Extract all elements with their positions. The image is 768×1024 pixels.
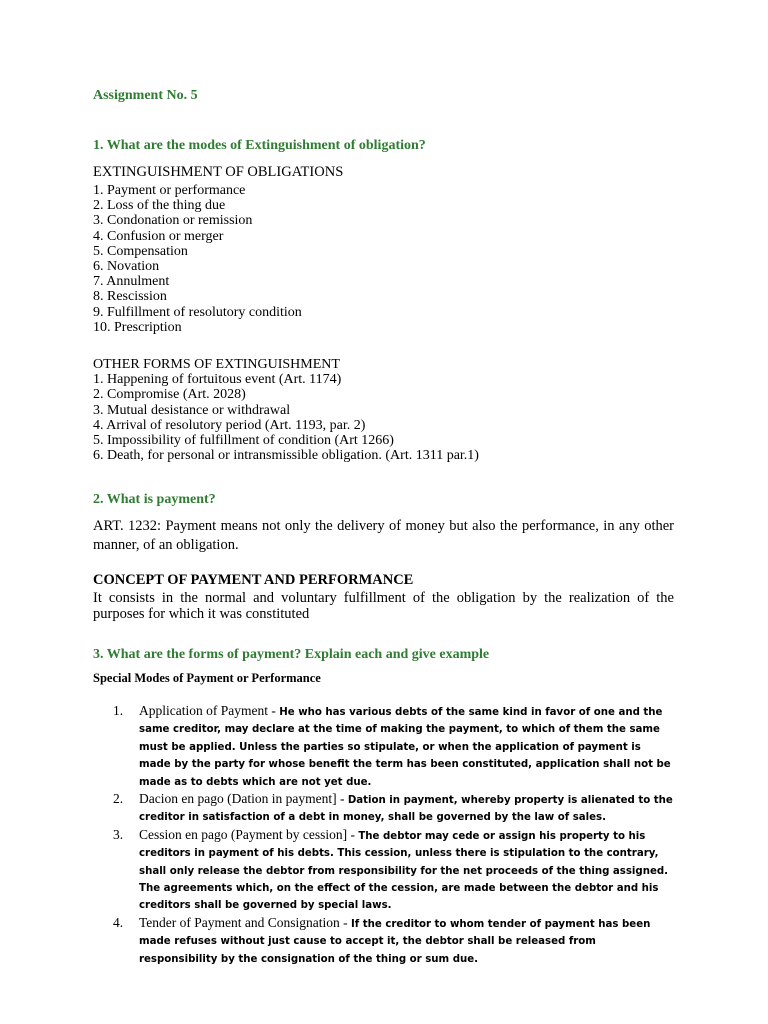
question-2: 2. What is payment?	[93, 492, 216, 507]
mode-description: The debtor may cede or assign his property to his creditors in payment of his debts. This cession, unless there is stipulation to the contrary, shall only release the debtor from responsibility for the net proceeds of the thing assigned. The agreements which, on the effect of the cession, are made between the debtor and his creditors shall be governed by special laws.	[139, 830, 669, 912]
list-item: 7. Annulment	[93, 274, 170, 290]
list-item	[113, 827, 673, 914]
other-forms-heading: OTHER FORMS OF EXTINGUISHMENT	[93, 357, 340, 372]
list-item: 5. Impossibility of fulfillment of condition (Art 1266)	[93, 433, 394, 449]
other-forms-block	[93, 357, 479, 463]
list-item: 6. Novation	[93, 258, 160, 274]
assignment-title: Assignment No. 5	[93, 88, 198, 103]
list-item	[113, 703, 673, 790]
question-1: 1. What are the modes of Extinguishment of obligation?	[93, 138, 426, 153]
extinguishment-heading: EXTINGUISHMENT OF OBLIGATIONS	[93, 164, 344, 180]
list-item: 6. Death, for personal or intransmissible obligation. (Art. 1311 par.1)	[93, 448, 479, 464]
list-item	[113, 915, 673, 967]
list-item: 3. Mutual desistance or withdrawal	[93, 402, 291, 418]
concept-body: It consists in the normal and voluntary fulfillment of the obligation by the realization of the purposes for which it was constituted	[93, 590, 674, 622]
list-item: 2. Loss of the thing due	[93, 198, 226, 214]
mode-name: Dacion en pago (Dation in payment] -	[139, 791, 348, 807]
list-item: 5. Compensation	[93, 243, 188, 259]
question-3: 3. What are the forms of payment? Explain each and give example	[93, 647, 490, 662]
item-number: 3.	[113, 826, 124, 842]
concept-heading: CONCEPT OF PAYMENT AND PERFORMANCE	[93, 572, 414, 588]
list-item: 3. Condonation or remission	[93, 213, 253, 229]
mode-name: Cession en pago (Payment by cession] -	[139, 826, 359, 842]
list-item	[113, 791, 673, 826]
list-item: 2. Compromise (Art. 2028)	[93, 387, 246, 403]
payment-modes-list	[113, 703, 673, 968]
list-item: 4. Arrival of resolutory period (Art. 1193, par. 2)	[93, 417, 366, 433]
mode-name: Application of Payment -	[139, 703, 280, 718]
item-number: 1.	[113, 703, 124, 718]
item-number: 4.	[113, 914, 124, 930]
mode-name: Tender of Payment and Consignation -	[139, 914, 352, 930]
mode-description: Dation in payment, whereby property is alienated to the creditor in satisfaction of a debt in money, shall be governed by the law of sales.	[139, 795, 673, 824]
special-modes-heading: Special Modes of Payment or Performance	[93, 671, 321, 685]
list-item: 9. Fulfillment of resolutory condition	[93, 304, 302, 320]
list-item: 1. Happening of fortuitous event (Art. 1174)	[93, 372, 342, 388]
list-item: 10. Prescription	[93, 319, 182, 335]
article-1232: ART. 1232: Payment means not only the delivery of money but also the performance, in any other manner, of an obligation.	[93, 518, 674, 553]
list-item: 8. Rescission	[93, 289, 167, 305]
mode-description: He who has various debts of the same kind in favor of one and the same creditor, may declare at the time of making the payment, to which of them the same must be applied. Unless the parties so stipulate, or when the application of payment is made by the party for whose benefit the term has been constituted, application shall not be made as to debts which are not yet due.	[139, 707, 671, 788]
list-item: 1. Payment or performance	[93, 183, 246, 198]
extinguishment-list	[93, 183, 302, 335]
list-item: 4. Confusion or merger	[93, 228, 224, 244]
mode-description: If the creditor to whom tender of payment has been made refuses without just cause to accept it, the debtor shall be released from responsibility by the consignation of the thing or sum due.	[139, 918, 651, 965]
item-number: 2.	[113, 791, 124, 807]
